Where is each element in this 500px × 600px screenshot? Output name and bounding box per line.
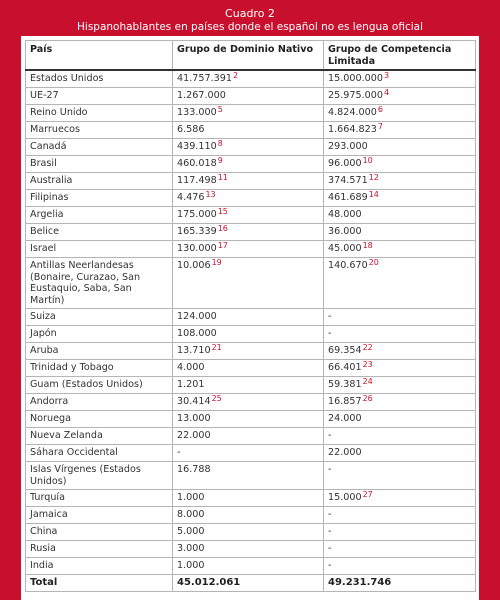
cell-nativo-value: 22.000	[177, 430, 211, 441]
cell-nativo-value: 1.201	[177, 379, 205, 390]
cell-nativo	[173, 190, 324, 207]
cell-nativo-value: 439.110	[177, 141, 217, 152]
cell-limitada	[324, 394, 476, 411]
cell-limitada-value: -	[328, 311, 332, 322]
cell-limitada-value: 4.824.000	[328, 107, 377, 118]
table-body	[26, 70, 476, 575]
cell-limitada	[324, 258, 476, 309]
cell-pais	[26, 207, 173, 224]
cell-pais-value: Israel	[30, 243, 57, 254]
cell-limitada-value: 22.000	[328, 447, 362, 458]
cell-limitada-value: 36.000	[328, 226, 362, 237]
cell-nativo-value: 124.000	[177, 311, 217, 322]
table-row	[26, 105, 476, 122]
footnote-reference[interactable]: 8	[217, 139, 223, 148]
speakers-table	[25, 40, 476, 592]
footnote-reference[interactable]: 3	[383, 71, 390, 80]
footnote-reference[interactable]: 17	[217, 241, 228, 250]
cell-nativo	[173, 122, 324, 139]
cell-nativo	[173, 541, 324, 558]
cell-nativo-value: 4.476	[177, 192, 205, 203]
cell-limitada	[324, 156, 476, 173]
cell-pais-value: Argelia	[30, 209, 64, 220]
cell-limitada	[324, 190, 476, 207]
cell-nativo	[173, 524, 324, 541]
table-row	[26, 394, 476, 411]
cell-pais	[26, 122, 173, 139]
cell-pais-value: Australia	[30, 175, 73, 186]
table-row	[26, 224, 476, 241]
cell-nativo	[173, 394, 324, 411]
cell-limitada-value: 293.000	[328, 141, 368, 152]
cell-pais-value: Turquía	[30, 492, 65, 503]
cell-limitada-value: 15.000	[328, 492, 362, 503]
table-row	[26, 309, 476, 326]
cell-pais	[26, 524, 173, 541]
cell-limitada	[324, 326, 476, 343]
cell-limitada-value: 461.689	[328, 192, 368, 203]
cell-limitada	[324, 241, 476, 258]
table-row	[26, 156, 476, 173]
total-row	[26, 575, 476, 592]
cell-limitada-value: -	[328, 543, 332, 554]
table-row	[26, 122, 476, 139]
column-header-nativo: Grupo de Dominio Nativo	[173, 41, 324, 71]
cell-nativo-value: 8.000	[177, 509, 205, 520]
footnote-reference[interactable]: 25	[211, 394, 222, 403]
footnote-reference[interactable]: 16	[217, 224, 228, 233]
cell-limitada-value: 24.000	[328, 413, 362, 424]
table-row	[26, 241, 476, 258]
cell-nativo	[173, 411, 324, 428]
cell-limitada	[324, 122, 476, 139]
cell-pais-value: Guam (Estados Unidos)	[30, 379, 143, 390]
cell-nativo	[173, 173, 324, 190]
cell-nativo-value: 30.414	[177, 396, 211, 407]
table-row	[26, 411, 476, 428]
cell-pais-value: UE-27	[30, 90, 59, 101]
cell-pais-value: Noruega	[30, 413, 71, 424]
cell-nativo-value: 13.000	[177, 413, 211, 424]
footnote-reference[interactable]: 20	[368, 258, 379, 267]
cell-nativo	[173, 88, 324, 105]
cell-limitada	[324, 139, 476, 156]
footnote-reference[interactable]: 19	[211, 258, 222, 267]
cell-limitada	[324, 462, 476, 490]
table-row	[26, 462, 476, 490]
cell-pais-value: Aruba	[30, 345, 59, 356]
table-row	[26, 326, 476, 343]
table-row	[26, 524, 476, 541]
cell-pais-value: Filipinas	[30, 192, 69, 203]
cell-nativo	[173, 258, 324, 309]
cell-limitada	[324, 445, 476, 462]
table-row	[26, 70, 476, 88]
cell-limitada-value: 140.670	[328, 260, 368, 271]
cell-pais	[26, 507, 173, 524]
cell-limitada	[324, 70, 476, 88]
footnote-reference[interactable]: 15	[217, 207, 228, 216]
table-row	[26, 190, 476, 207]
table-header-row	[26, 41, 476, 71]
cell-pais	[26, 241, 173, 258]
cell-limitada	[324, 541, 476, 558]
cell-limitada	[324, 428, 476, 445]
cell-pais	[26, 190, 173, 207]
cell-nativo-value: 175.000	[177, 209, 217, 220]
cell-limitada	[324, 207, 476, 224]
cell-nativo-value: -	[177, 447, 181, 458]
footnote-reference[interactable]: 7	[377, 122, 383, 131]
cell-limitada	[324, 360, 476, 377]
cell-pais	[26, 462, 173, 490]
cell-nativo-value: 5.000	[177, 526, 205, 537]
cell-pais-value: Trinidad y Tobago	[30, 362, 114, 373]
table-row	[26, 343, 476, 360]
cell-pais-value: Reino Unido	[30, 107, 88, 118]
cell-limitada	[324, 105, 476, 122]
cell-limitada-value: 66.401	[328, 362, 362, 373]
footnote-reference[interactable]: 26	[362, 394, 373, 403]
table-row	[26, 558, 476, 575]
cell-pais	[26, 558, 173, 575]
cell-pais	[26, 173, 173, 190]
cell-pais-value: Japón	[30, 328, 57, 339]
footnote-reference[interactable]: 21	[211, 343, 222, 352]
cell-nativo	[173, 558, 324, 575]
total-label: Total	[26, 575, 173, 592]
table-row	[26, 173, 476, 190]
cell-nativo-value: 130.000	[177, 243, 217, 254]
cell-nativo	[173, 343, 324, 360]
cell-limitada	[324, 558, 476, 575]
footnote-reference[interactable]: 10	[362, 156, 373, 165]
footnote-reference[interactable]: 12	[368, 173, 379, 182]
cell-nativo	[173, 139, 324, 156]
cell-nativo-value: 460.018	[177, 158, 217, 169]
cell-nativo	[173, 445, 324, 462]
cell-nativo	[173, 377, 324, 394]
footnote-reference[interactable]: 23	[362, 360, 373, 369]
cell-nativo-value: 16.788	[177, 464, 211, 475]
cell-nativo-value: 1.267.000	[177, 90, 226, 101]
cell-nativo-value: 6.586	[177, 124, 205, 135]
cell-nativo-value: 1.000	[177, 560, 205, 571]
cell-pais	[26, 428, 173, 445]
cell-limitada	[324, 173, 476, 190]
cell-pais-value: Brasil	[30, 158, 57, 169]
cell-nativo	[173, 105, 324, 122]
cell-pais-value: Suiza	[30, 311, 56, 322]
cell-limitada-value: 374.571	[328, 175, 368, 186]
table-row	[26, 258, 476, 309]
cell-nativo	[173, 224, 324, 241]
cell-limitada-value: -	[328, 560, 332, 571]
cell-pais	[26, 258, 173, 309]
cell-pais-value: Jamaica	[30, 509, 68, 520]
cell-nativo	[173, 490, 324, 507]
cell-pais	[26, 490, 173, 507]
cell-pais	[26, 360, 173, 377]
cell-limitada	[324, 377, 476, 394]
footnote-reference[interactable]: 18	[362, 241, 373, 250]
cell-limitada	[324, 411, 476, 428]
cell-nativo	[173, 241, 324, 258]
cell-nativo	[173, 507, 324, 524]
footnote-reference[interactable]: 13	[205, 190, 216, 199]
cell-limitada	[324, 88, 476, 105]
table-panel	[21, 36, 479, 600]
cell-pais	[26, 88, 173, 105]
cell-pais-value: Rusia	[30, 543, 56, 554]
cell-nativo-value: 13.710	[177, 345, 211, 356]
footnote-reference[interactable]: 9	[217, 156, 223, 165]
cell-pais	[26, 224, 173, 241]
caption-title: Hispanohablantes en países donde el español no es lengua oficial	[77, 21, 423, 33]
cell-limitada	[324, 507, 476, 524]
cell-pais	[26, 139, 173, 156]
total-limitada: 49.231.746	[324, 575, 476, 592]
cell-pais	[26, 70, 173, 88]
cell-nativo-value: 3.000	[177, 543, 205, 554]
cell-nativo-value: 108.000	[177, 328, 217, 339]
cell-limitada-value: 15.000.000	[328, 73, 383, 84]
cell-pais-value: Antillas Neerlandesas (Bonaire, Curazao, San Eustaquio, Saba, San Martín)	[30, 260, 141, 306]
cell-nativo-value: 10.006	[177, 260, 211, 271]
footnote-reference[interactable]: 11	[217, 173, 228, 182]
cell-limitada-value: 1.664.823	[328, 124, 377, 135]
cell-nativo	[173, 156, 324, 173]
total-nativo: 45.012.061	[173, 575, 324, 592]
footnote-reference[interactable]: 4	[383, 88, 390, 97]
cell-nativo-value: 165.339	[177, 226, 217, 237]
cell-pais	[26, 445, 173, 462]
cell-limitada-value: -	[328, 464, 332, 475]
table-row	[26, 377, 476, 394]
cell-pais	[26, 105, 173, 122]
cell-nativo	[173, 360, 324, 377]
cell-limitada	[324, 224, 476, 241]
footnote-reference[interactable]: 22	[362, 343, 373, 352]
table-row	[26, 507, 476, 524]
footnote-reference[interactable]: 5	[217, 105, 223, 114]
cell-pais	[26, 377, 173, 394]
cell-nativo-value: 41.757.391	[177, 73, 232, 84]
column-header-limitada: Grupo de Competencia Limitada	[324, 41, 476, 71]
cell-pais	[26, 411, 173, 428]
cell-nativo	[173, 462, 324, 490]
cell-nativo	[173, 326, 324, 343]
footnote-reference[interactable]: 2	[232, 71, 239, 80]
cell-limitada-value: -	[328, 328, 332, 339]
cell-pais-value: Sáhara Occidental	[30, 447, 118, 458]
cell-limitada-value: 25.975.000	[328, 90, 383, 101]
table-row	[26, 207, 476, 224]
cell-limitada-value: -	[328, 430, 332, 441]
cell-limitada-value: -	[328, 526, 332, 537]
cell-pais-value: Belice	[30, 226, 59, 237]
cell-limitada-value: 16.857	[328, 396, 362, 407]
cell-pais-value: Estados Unidos	[30, 73, 104, 84]
table-caption	[0, 7, 500, 34]
cell-pais	[26, 156, 173, 173]
table-row	[26, 360, 476, 377]
cell-nativo	[173, 428, 324, 445]
table-row	[26, 139, 476, 156]
cell-limitada	[324, 524, 476, 541]
table-row	[26, 88, 476, 105]
cell-limitada-value: 96.000	[328, 158, 362, 169]
cell-pais	[26, 326, 173, 343]
table-row	[26, 490, 476, 507]
cell-limitada-value: 48.000	[328, 209, 362, 220]
footnote-reference[interactable]: 6	[377, 105, 383, 114]
cell-limitada	[324, 343, 476, 360]
footnote-reference[interactable]: 24	[362, 377, 373, 386]
cell-pais-value: Nueva Zelanda	[30, 430, 103, 441]
cell-pais-value: Andorra	[30, 396, 69, 407]
cell-pais	[26, 541, 173, 558]
cell-pais-value: Canadá	[30, 141, 67, 152]
cell-limitada-value: 45.000	[328, 243, 362, 254]
table-row	[26, 428, 476, 445]
cell-limitada	[324, 490, 476, 507]
caption-number: Cuadro 2	[225, 7, 275, 20]
table-row	[26, 541, 476, 558]
cell-pais-value: India	[30, 560, 54, 571]
cell-nativo	[173, 309, 324, 326]
cell-nativo-value: 117.498	[177, 175, 217, 186]
cell-pais	[26, 309, 173, 326]
cell-limitada	[324, 309, 476, 326]
cell-pais-value: Islas Vírgenes (Estados Unidos)	[30, 464, 141, 487]
cell-limitada-value: 59.381	[328, 379, 362, 390]
column-header-pais: País	[26, 41, 173, 71]
cell-pais-value: China	[30, 526, 58, 537]
table-row	[26, 445, 476, 462]
cell-nativo	[173, 207, 324, 224]
footnote-reference[interactable]: 27	[362, 490, 373, 499]
cell-pais	[26, 343, 173, 360]
footnote-reference[interactable]: 14	[368, 190, 379, 199]
cell-nativo-value: 4.000	[177, 362, 205, 373]
cell-pais	[26, 394, 173, 411]
cell-limitada-value: -	[328, 509, 332, 520]
cell-nativo-value: 133.000	[177, 107, 217, 118]
cell-pais-value: Marruecos	[30, 124, 81, 135]
cell-nativo-value: 1.000	[177, 492, 205, 503]
cell-nativo	[173, 70, 324, 88]
cell-limitada-value: 69.354	[328, 345, 362, 356]
